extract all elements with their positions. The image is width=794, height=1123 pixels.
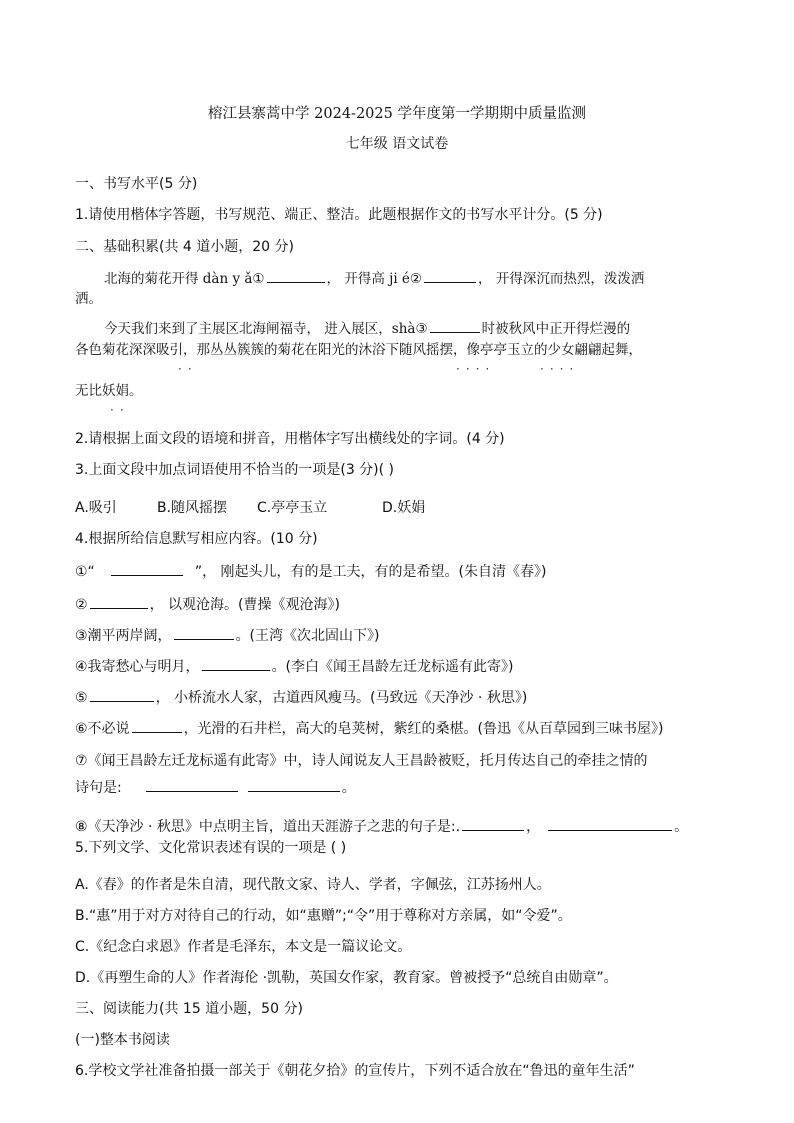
answer-blank-3[interactable] (430, 317, 480, 333)
answer-blank-1[interactable] (267, 267, 325, 283)
question-1: 1.请使用楷体字答题，书写规范、端正、整洁。此题根据作文的书写水平计分。(5 分) (75, 207, 603, 223)
recite-text: ”， 刚起头儿，有的是工夫，有的是希望。(朱自清《春》) (194, 564, 547, 580)
exam-subtitle: 七年级 语文试卷 (345, 136, 449, 152)
recite-text: 诗句是: (75, 780, 122, 796)
answer-blank[interactable] (462, 815, 524, 831)
question-5-option-b[interactable]: B.“惠”用于对方对待自己的行动，如“惠赠”;“令”用于尊称对方亲属，如“令爱”。 (75, 908, 572, 924)
recite-text: ， (526, 819, 541, 835)
recite-item-2 (75, 593, 340, 615)
option-a[interactable]: A.吸引 (75, 500, 117, 516)
recite-text: ①“ (75, 564, 95, 580)
section-3-subheading: (一)整本书阅读 (75, 1032, 170, 1048)
answer-blank[interactable] (90, 686, 154, 702)
answer-blank[interactable] (90, 593, 148, 609)
question-2: 2.请根据上面文段的语境和拼音，用楷体字写出横线处的字词。(4 分) (75, 431, 505, 447)
question-3: 3.上面文段中加点词语使用不恰当的一项是(3 分)( ) (75, 462, 395, 478)
passage-line-3 (104, 317, 630, 339)
answer-blank[interactable] (146, 776, 238, 792)
passage-line-4: 各色菊花深深吸引，那丛丛簇簇的菊花在阳光的沐浴下随风摇摆，像亭亭玉立的少女翩翩起舞， (75, 342, 642, 358)
recite-item-5 (75, 686, 527, 708)
recite-item-8 (75, 815, 688, 837)
answer-blank[interactable] (248, 776, 340, 792)
section-1-heading: 一、书写水平(5 分) (75, 176, 198, 192)
answer-blank-2[interactable] (424, 267, 476, 283)
passage-text: ， 开得深沉而热烈，泼泼洒 (478, 271, 645, 287)
answer-blank[interactable] (548, 815, 672, 831)
passage-line-2: 洒。 (75, 291, 102, 307)
question-5: 5.下列文学、文化常识表述有误的一项是 ( ) (75, 840, 347, 856)
option-b[interactable]: B.随风摇摆 (157, 500, 228, 516)
recite-text: ⑥不必说 (75, 721, 130, 737)
question-5-option-a[interactable]: A.《春》的作者是朱自清，现代散文家、诗人、学者，字佩弦，江苏扬州人。 (75, 877, 551, 893)
question-5-option-d[interactable]: D.《再塑生命的人》作者海伦 ·凯勒，英国女作家，教育家。曾被授予“总统自由勋章”。 (75, 970, 618, 986)
question-4: 4.根据所给信息默写相应内容。(10 分) (75, 531, 318, 547)
recite-item-1 (75, 560, 546, 582)
answer-blank[interactable] (132, 717, 182, 733)
question-3-options (75, 498, 425, 518)
answer-blank[interactable] (111, 560, 183, 576)
answer-blank[interactable] (174, 624, 234, 640)
passage-text: ， 开得高 ji é② (326, 271, 423, 287)
recite-text: ② (75, 597, 88, 613)
emphasis-dots: ·· (178, 362, 198, 376)
passage-text: 今天我们来到了主展区北海闸福寺， 进入展区，shà③ (104, 321, 428, 337)
recite-text: ④我寄愁心与明月， (75, 659, 200, 675)
option-d[interactable]: D.妖娟 (382, 500, 426, 516)
recite-item-6 (75, 717, 663, 739)
emphasis-dots: ···· (456, 362, 496, 376)
recite-text: ， 以观沧海。(曹操《观沧海》) (149, 597, 340, 613)
recite-text: ⑧《天净沙 · 秋思》中点明主旨，道出天涯游子之悲的句子是:. (75, 819, 461, 835)
emphasis-dots: ···· (540, 362, 580, 376)
question-5-option-c[interactable]: C.《纪念白求恩》作者是毛泽东，本文是一篇议论文。 (75, 939, 412, 955)
question-6: 6.学校文学社准备拍摄一部关于《朝花夕拾》的宣传片，下列不适合放在“鲁迅的童年生活” (75, 1063, 635, 1079)
passage-line-5: 无比妖娟。 (75, 383, 143, 399)
answer-blank[interactable] (202, 655, 270, 671)
recite-item-4 (75, 655, 514, 677)
section-3-heading: 三、阅读能力(共 15 道小题，50 分) (75, 1001, 303, 1017)
section-2-heading: 二、基础积累(共 4 道小题，20 分) (75, 239, 294, 255)
exam-title: 榕江县寨蒿中学 2024-2025 学年度第一学期期中质量监测 (208, 106, 586, 122)
option-c[interactable]: C.亭亭玉立 (257, 500, 328, 516)
recite-text: 。 (674, 819, 689, 835)
emphasis-dots: ·· (110, 403, 130, 417)
recite-item-7: ⑦《闻王昌龄左迁龙标遥有此寄》中，诗人闻说友人王昌龄被贬，托月传达自己的牵挂之情的 (75, 753, 648, 769)
recite-item-3 (75, 624, 380, 646)
recite-text: ③潮平两岸阔， (75, 628, 172, 644)
recite-text: 。 (341, 780, 356, 796)
recite-text: 。(李白《闻王昌龄左迁龙标遥有此寄》) (271, 659, 514, 675)
passage-line-1 (104, 267, 644, 289)
recite-text: ， 小桥流水人家，古道西风瘦马。(马致远《天净沙 · 秋思》) (155, 690, 528, 706)
passage-text: 时被秋风中正开得烂漫的 (481, 321, 631, 337)
recite-text: ，光滑的石井栏，高大的皂荚树，紫红的桑椹。(鲁迅《从百草园到三味书屋》) (183, 721, 664, 737)
recite-text: 。(王湾《次北固山下》) (235, 628, 380, 644)
recite-text: ⑤ (75, 690, 88, 706)
passage-text: 北海的菊花开得 dàn y ǎ① (104, 271, 265, 287)
recite-item-7-answer (75, 776, 356, 798)
